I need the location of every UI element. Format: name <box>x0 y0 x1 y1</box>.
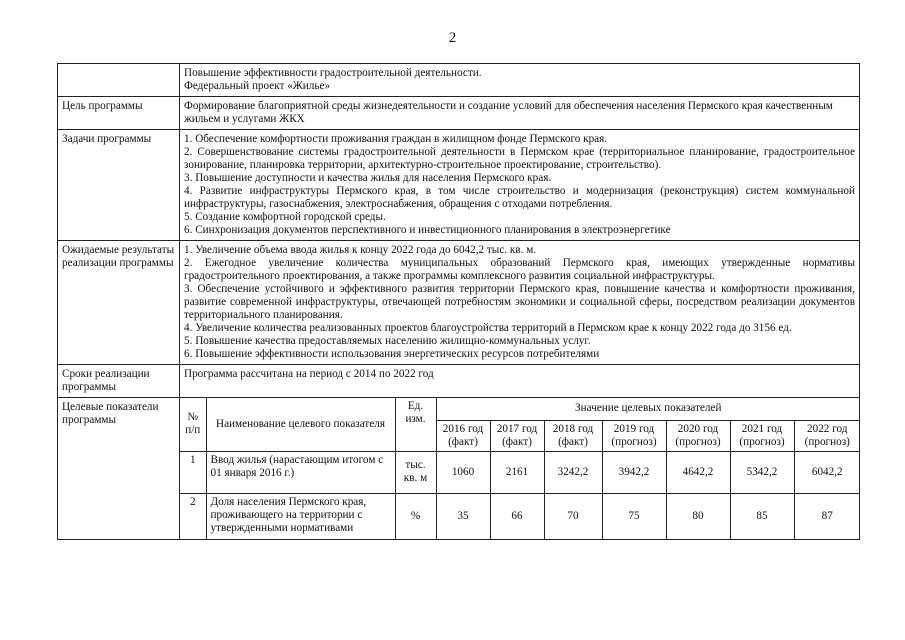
goal-row <box>58 96 860 129</box>
result-item: 5. Повышение качества предоставляемых населению жилищно-коммунальных услуг. <box>184 334 591 347</box>
row-value: 85 <box>730 493 794 539</box>
result-item: 3. Обеспечение устойчивого и эффективного развития территории Пермского края, повышение качества и комфортности проживания, развитие современной инфраструктуры, отвечающей потребностям экономики и социальной сферы, посредством реализации документов территориального планирования. <box>184 282 855 321</box>
row-unit: % <box>395 493 436 539</box>
task-item: 5. Создание комфортной городской среды. <box>184 210 386 223</box>
row-value: 66 <box>490 493 544 539</box>
header-year: 2018 год (факт) <box>544 420 602 451</box>
row-value: 3242,2 <box>544 451 602 493</box>
result-item: 2. Ежегодное увеличение количества муниципальных образований Пермского края, имеющих утвержденные нормативы градостроительного проектирования, а также программы комплексного развития социальной инфраструктуры. <box>184 256 855 282</box>
indicators-cell <box>180 397 860 539</box>
row-value: 1060 <box>436 451 490 493</box>
row-value: 5342,2 <box>730 451 794 493</box>
task-item: 3. Повышение доступности и качества жилья для населения Пермского края. <box>184 171 552 184</box>
header-unit: Ед. изм. <box>395 398 436 451</box>
results-label: Ожидаемые результаты реализации программы <box>58 240 180 364</box>
row-value: 35 <box>436 493 490 539</box>
header-year: 2020 год (прогноз) <box>666 420 730 451</box>
row-num: 2 <box>180 493 206 539</box>
row-value: 4642,2 <box>666 451 730 493</box>
intro-row <box>58 64 860 97</box>
result-item: 6. Повышение эффективности использования энергетических ресурсов потребителями <box>184 347 600 360</box>
header-num: № п/п <box>180 398 206 451</box>
intro-label-cell <box>58 64 180 97</box>
header-year: 2019 год (прогноз) <box>602 420 666 451</box>
row-value: 2161 <box>490 451 544 493</box>
result-item: 1. Увеличение объема ввода жилья к концу 2022 года до 6042,2 тыс. кв. м. <box>184 243 537 256</box>
intro-line: Повышение эффективности градостроительной деятельности. <box>184 67 482 79</box>
tasks-content <box>180 129 860 240</box>
row-name: Доля населения Пермского края, проживающего на территории с утвержденными нормативами <box>206 493 395 539</box>
indicators-row <box>58 397 860 539</box>
header-year: 2017 год (факт) <box>490 420 544 451</box>
indicators-label: Целевые показатели программы <box>58 397 180 539</box>
table-row <box>180 451 860 493</box>
program-passport-table <box>57 63 860 540</box>
terms-text: Программа рассчитана на период с 2014 по 2022 год <box>180 364 860 397</box>
header-name: Наименование целевого показателя <box>206 398 395 451</box>
terms-row <box>58 364 860 397</box>
header-year: 2021 год (прогноз) <box>730 420 794 451</box>
result-item: 4. Увеличение количества реализованных проектов благоустройства территорий в Пермском крае к концу 2022 года до 3156 ед. <box>184 321 792 334</box>
table-row <box>180 493 860 539</box>
row-value: 80 <box>666 493 730 539</box>
row-value: 6042,2 <box>794 451 860 493</box>
results-row <box>58 240 860 364</box>
indicators-table <box>180 398 860 539</box>
terms-label: Сроки реализации программы <box>58 364 180 397</box>
task-item: 1. Обеспечение комфортности проживания граждан в жилищном фонде Пермского края. <box>184 132 608 145</box>
row-unit: тыс. кв. м <box>395 451 436 493</box>
intro-content <box>180 64 860 97</box>
tasks-label: Задачи программы <box>58 129 180 240</box>
header-values-title: Значение целевых показателей <box>436 398 860 421</box>
header-year: 2016 год (факт) <box>436 420 490 451</box>
task-item: 4. Развитие инфраструктуры Пермского края, в том числе строительство и модернизация (реконструкция) систем коммунальной инфраструктуры, газоснабжения, электроснабжения, обращения с отходами потребления. <box>184 184 855 210</box>
tasks-row <box>58 129 860 240</box>
goal-label: Цель программы <box>58 96 180 129</box>
intro-line: Федеральный проект «Жилье» <box>184 79 331 92</box>
indicators-header-row <box>180 398 860 421</box>
row-value: 70 <box>544 493 602 539</box>
row-value: 87 <box>794 493 860 539</box>
row-num: 1 <box>180 451 206 493</box>
page-number: 2 <box>448 30 457 46</box>
results-content <box>180 240 860 364</box>
header-year: 2022 год (прогноз) <box>794 420 860 451</box>
row-name: Ввод жилья (нарастающим итогом с 01 января 2016 г.) <box>206 451 395 493</box>
task-item: 6. Синхронизация документов перспективного и инвестиционного планирования в электроэнергетике <box>184 223 671 236</box>
task-item: 2. Совершенствование системы градостроительной деятельности в Пермском крае (территориальное планирование, градостроительное зонирование, планировка территории, архитектурно-строительное проектирование, строительство). <box>184 145 855 171</box>
goal-text: Формирование благоприятной среды жизнедеятельности и создание условий для обеспечения населения Пермского края качественным жильем и услугами ЖКХ <box>180 96 860 129</box>
row-value: 75 <box>602 493 666 539</box>
row-value: 3942,2 <box>602 451 666 493</box>
